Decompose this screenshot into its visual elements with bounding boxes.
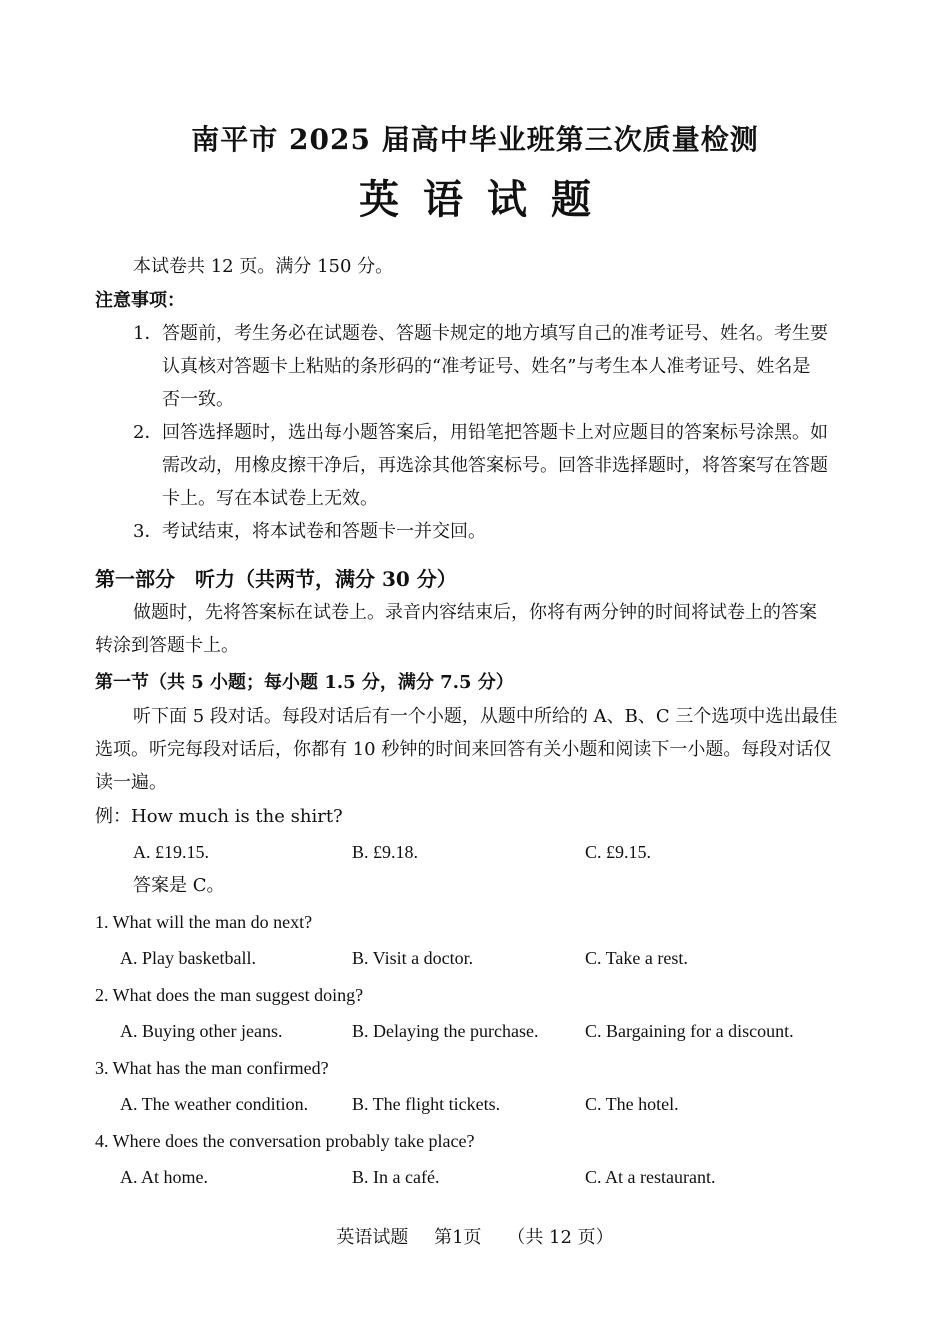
notice-item-line: 需改动，用橡皮擦干净后，再选涂其他答案标号。回答非选择题时，将答案写在答题	[162, 455, 828, 476]
subject-title: 英语试题	[359, 176, 615, 223]
footer-page-number: 第1页	[434, 1227, 482, 1248]
question-2: 2. What does the man suggest doing?	[95, 985, 364, 1005]
example-answer: 答案是 C。	[133, 875, 225, 896]
question-4: 4. Where does the conversation probably take place?	[95, 1131, 475, 1151]
section1-desc-line: 听下面 5 段对话。每段对话后有一个小题，从题中所给的 A、B、C 三个选项中选出最佳	[133, 706, 838, 727]
notice-item-number: 2．	[133, 422, 163, 443]
exam-title: 南平市 2025 届高中毕业班第三次质量检测	[191, 123, 759, 156]
section1-desc-line: 读一遍。	[95, 772, 167, 793]
page-footer	[0, 1223, 950, 1249]
question-1: 1. What will the man do next?	[95, 912, 313, 932]
notice-item-line: 认真核对答题卡上粘贴的条形码的“准考证号、姓名”与考生本人准考证号、姓名是	[162, 356, 811, 377]
part1-heading: 第一部分 听力（共两节，满分 30 分）	[95, 567, 457, 591]
notice-item-line: 否一致。	[162, 389, 234, 410]
example-question: 例：How much is the shirt?	[95, 806, 343, 827]
question-2-option-b: B. Delaying the purchase.	[352, 1021, 539, 1041]
example-option-b: B. £9.18.	[352, 842, 419, 862]
question-1-option-a: A. Play basketball.	[120, 948, 256, 968]
part1-desc-line: 做题时，先将答案标在试卷上。录音内容结束后，你将有两分钟的时间将试卷上的答案	[133, 602, 817, 623]
example-option-c: C. £9.15.	[585, 842, 652, 862]
part1-desc-line: 转涂到答题卡上。	[95, 635, 239, 656]
notice-item-number: 1．	[133, 323, 163, 344]
section1-desc-line: 选项。听完每段对话后，你都有 10 秒钟的时间来回答有关小题和阅读下一小题。每段对话仅	[95, 739, 832, 760]
section1-heading: 第一节（共 5 小题；每小题 1.5 分，满分 7.5 分）	[95, 672, 514, 693]
question-2-option-c: C. Bargaining for a discount.	[585, 1021, 794, 1041]
question-3: 3. What has the man confirmed?	[95, 1058, 329, 1078]
question-1-option-b: B. Visit a doctor.	[352, 948, 474, 968]
footer-total-pages: （共 12 页）	[507, 1227, 614, 1248]
notice-item-line: 卡上。写在本试卷上无效。	[162, 488, 378, 509]
question-4-option-a: A. At home.	[120, 1167, 208, 1187]
question-4-option-b: B. In a café.	[352, 1167, 440, 1187]
notice-item-line: 回答选择题时，选出每小题答案后，用铅笔把答题卡上对应题目的答案标号涂黑。如	[162, 422, 828, 443]
notice-heading: 注意事项：	[95, 290, 185, 311]
question-3-option-b: B. The flight tickets.	[352, 1094, 501, 1114]
footer-subject: 英语试题	[336, 1227, 409, 1248]
question-3-option-a: A. The weather condition.	[120, 1094, 309, 1114]
intro-text: 本试卷共 12 页。满分 150 分。	[133, 256, 394, 277]
notice-item-number: 3．	[133, 521, 163, 542]
question-3-option-c: C. The hotel.	[585, 1094, 679, 1114]
question-4-option-c: C. At a restaurant.	[585, 1167, 716, 1187]
question-2-option-a: A. Buying other jeans.	[120, 1021, 283, 1041]
notice-item-line: 考试结束，将本试卷和答题卡一并交回。	[162, 521, 486, 542]
example-option-a: A. £19.15.	[133, 842, 209, 862]
notice-item-line: 答题前，考生务必在试题卷、答题卡规定的地方填写自己的准考证号、姓名。考生要	[162, 323, 828, 344]
question-1-option-c: C. Take a rest.	[585, 948, 688, 968]
